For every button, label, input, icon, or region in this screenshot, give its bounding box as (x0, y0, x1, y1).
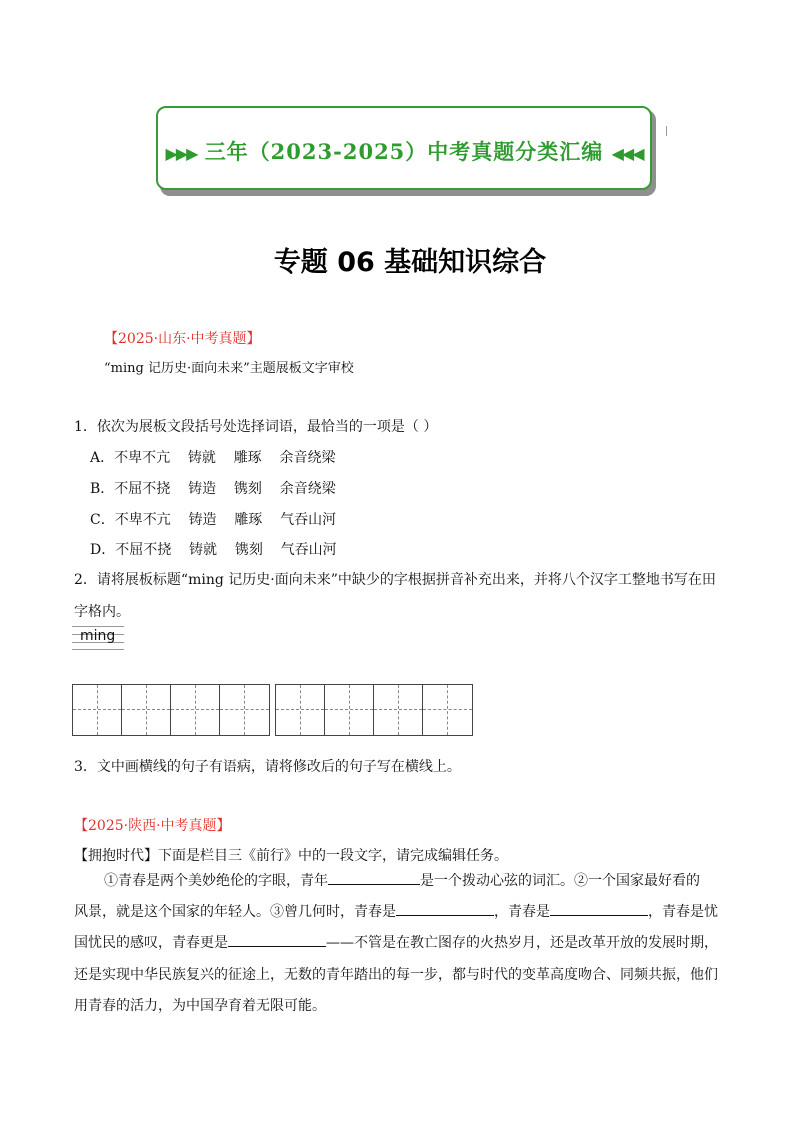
fill-blank-2[interactable] (396, 901, 494, 916)
question-1-option-d: D．不屈不挠 铸就 镌刻 气吞山河 (90, 542, 337, 558)
passage-text: 是一个拨动心弦的词汇。②一个国家最好看的 (420, 873, 700, 889)
question-1-option-c: C．不卑不亢 铸造 雕琢 气吞山河 (90, 512, 337, 528)
tianzige-cell[interactable] (122, 685, 171, 735)
tianzige-cell[interactable] (325, 685, 374, 735)
passage-line-1 (104, 866, 700, 897)
corner-mark (666, 126, 667, 136)
tianzige-group-1[interactable] (72, 684, 270, 736)
passage-text: 风景，就是这个国家的年轻人。③曾几何时，青春是 (74, 904, 396, 920)
passage-text: ——不管是在教亡图存的火热岁月，还是改革开放的发展时期， (326, 935, 718, 951)
question-1-option-b: B．不屈不挠 铸造 镌刻 余音绕梁 (90, 481, 336, 497)
question-2-stem-line1: 2．请将展板标题“ming 记历史·面向未来”中缺少的字根据拼音补充出来，并将八个汉字工整地书写在田 (74, 572, 716, 588)
question-3-stem: 3．文中画横线的句子有语病，请将修改后的句子写在横线上。 (74, 759, 461, 775)
fill-blank-3[interactable] (550, 901, 648, 916)
question-1-stem: 1．依次为展板文段括号处选择词语，最恰当的一项是（ ） (74, 419, 438, 435)
left-arrows-icon: ▶▶▶ (165, 144, 197, 163)
source-tag-shaanxi: 【2025·陕西·中考真题】 (74, 818, 231, 834)
fill-blank-4[interactable] (228, 932, 326, 947)
tianzige-cell[interactable] (423, 685, 472, 735)
page-title: 专题 06 基础知识综合 (273, 247, 547, 278)
passage-line-5: 用青春的活力，为中国孕育着无限可能。 (74, 998, 326, 1014)
tianzige-group-2[interactable] (275, 684, 473, 736)
tianzige-cell[interactable] (374, 685, 423, 735)
passage-text: ，青春是 (494, 904, 550, 920)
tianzige-cell[interactable] (220, 685, 269, 735)
tianzige-cell[interactable] (73, 685, 122, 735)
banner-title-text: 三年（2023-2025）中考真题分类汇编 (204, 139, 604, 164)
passage-text: 国忧民的感叹，青春更是 (74, 935, 228, 951)
passage-line-3 (74, 928, 718, 959)
right-arrows-icon: ◀◀◀ (611, 144, 643, 163)
pinyin-word: ming (80, 628, 116, 644)
question-2-stem-line2: 字格内。 (74, 604, 130, 620)
passage-line-4: 还是实现中华民族复兴的征途上，无数的青年踏出的每一步，都与时代的变革高度吻合、同频共振，他们 (74, 967, 718, 983)
passage-text: ①青春是两个美妙绝伦的字眼，青年 (104, 873, 328, 889)
passage-text: ，青春是忧 (648, 904, 718, 920)
section2-intro: 【拥抱时代】下面是栏目三《前行》中的一段文字，请完成编辑任务。 (74, 848, 508, 864)
question-1-option-a: A．不卑不亢 铸就 雕琢 余音绕梁 (90, 450, 336, 466)
passage-line-2 (74, 897, 718, 928)
tianzige-cell[interactable] (171, 685, 220, 735)
tianzige-cell[interactable] (276, 685, 325, 735)
source-tag-shandong: 【2025·山东·中考真题】 (104, 331, 261, 347)
section-subtitle: “ming 记历史·面向未来”主题展板文字审校 (104, 361, 354, 376)
banner-title (156, 136, 652, 166)
fill-blank-1[interactable] (328, 870, 420, 885)
